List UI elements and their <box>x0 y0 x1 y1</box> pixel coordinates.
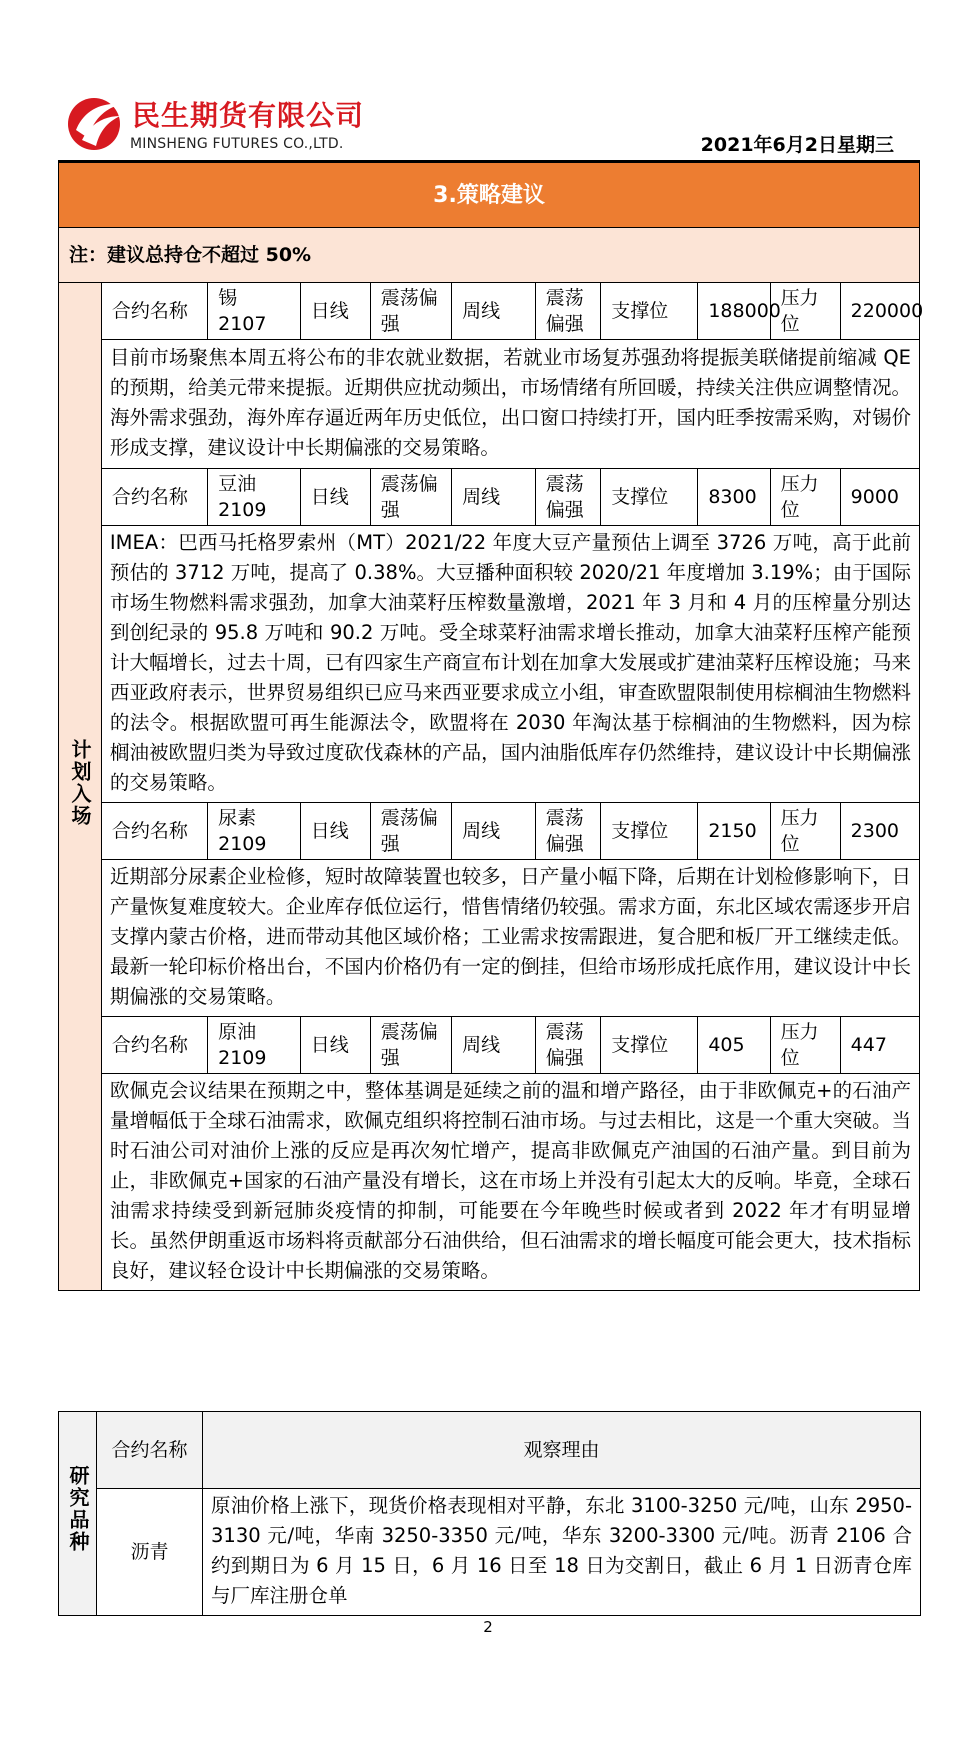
support-label: 支撑位 <box>601 803 698 860</box>
contract-row <box>59 469 920 526</box>
position-note: 注：建议总持仓不超过 50% <box>59 228 920 283</box>
contract-name: 原油 2109 <box>208 1017 301 1074</box>
research-reason: 原油价格上涨下，现货价格表现相对平静，东北 3100-3250 元/吨，山东 2950-3130 元/吨，华南 3250-3350 元/吨，华东 3200-3300 元/吨。沥青 2106 合约到期日为 6 月 15 日，6 月 16 日至 18 日为交割日，截止 6 月 1 日沥青仓库与厂库注册仓单 <box>203 1489 921 1616</box>
support-label: 支撑位 <box>601 469 698 526</box>
daily-trend: 震荡偏强 <box>370 469 451 526</box>
pressure-label: 压力位 <box>770 803 840 860</box>
support-label: 支撑位 <box>601 1017 698 1074</box>
weekly-trend: 震荡偏强 <box>535 469 601 526</box>
company-name-en: MINSHENG FUTURES CO.,LTD. <box>130 136 344 152</box>
weekly-label: 周线 <box>452 469 536 526</box>
contract-label: 合约名称 <box>101 1017 207 1074</box>
company-logo <box>66 90 366 160</box>
company-name-cn: 民生期货有限公司 <box>132 99 365 132</box>
daily-label: 日线 <box>300 283 370 340</box>
contract-row <box>59 1017 920 1074</box>
contract-label: 合约名称 <box>101 283 207 340</box>
support-value: 405 <box>698 1017 770 1074</box>
section-title: 3.策略建议 <box>59 163 920 228</box>
contract-label: 合约名称 <box>101 469 207 526</box>
support-value: 2150 <box>698 803 770 860</box>
pressure-label: 压力位 <box>770 1017 840 1074</box>
research-table <box>58 1411 921 1616</box>
pressure-value: 9000 <box>840 469 919 526</box>
contract-label: 合约名称 <box>101 803 207 860</box>
weekly-label: 周线 <box>452 283 536 340</box>
contract-analysis: 欧佩克会议结果在预期之中，整体基调是延续之前的温和增产路径，由于非欧佩克+的石油产量增幅低于全球石油需求，欧佩克组织将控制石油市场。与过去相比，这是一个重大突破。当时石油公司对油价上涨的反应是再次匆忙增产，提高非欧佩克产油国的石油产量。到目前为止，非欧佩克+国家的石油产量没有增长，这在市场上并没有引起太大的反响。毕竟，全球石油需求持续受到新冠肺炎疫情的抑制，可能要在今年晚些时候或者到 2022 年才有明显增长。虽然伊朗重返市场料将贡献部分石油供给，但石油需求的增长幅度可能会更大，技术指标良好，建议轻仓设计中长期偏涨的交易策略。 <box>101 1074 919 1291</box>
weekly-label: 周线 <box>452 803 536 860</box>
contract-name: 豆油 2109 <box>208 469 301 526</box>
research-side-label: 研究品种 <box>59 1412 97 1616</box>
contract-name: 锡 2107 <box>208 283 301 340</box>
research-col-reason: 观察理由 <box>203 1412 921 1489</box>
support-label: 支撑位 <box>601 283 698 340</box>
daily-trend: 震荡偏强 <box>370 803 451 860</box>
support-value: 188000 <box>698 283 770 340</box>
pressure-label: 压力位 <box>770 283 840 340</box>
strategy-table <box>58 162 924 1291</box>
pressure-value: 220000 <box>840 283 919 340</box>
minsheng-logo-icon <box>66 90 126 154</box>
weekly-trend: 震荡偏强 <box>535 1017 601 1074</box>
research-contract-name: 沥青 <box>97 1489 203 1616</box>
page-number: 2 <box>483 1618 493 1636</box>
report-date: 2021年6月2日星期三 <box>700 134 894 156</box>
plan-entry-side-label: 计划入场 <box>59 283 102 1291</box>
weekly-trend: 震荡偏强 <box>535 803 601 860</box>
contract-analysis: IMEA：巴西马托格罗索州（MT）2021/22 年度大豆产量预估上调至 3726 万吨，高于此前预估的 3712 万吨，提高了 0.38%。大豆播种面积较 2020/21 年度增加 3.19%；由于国际市场生物燃料需求强劲，加拿大油菜籽压榨数量激增，2021 年 3 月和 4 月的压榨量分别达到创纪录的 95.8 万吨和 90.2 万吨。受全球菜籽油需求增长推动，加拿大油菜籽压榨产能预计大幅增长，过去十周，已有四家生产商宣布计划在加拿大发展或扩建油菜籽压榨设施；马来西亚政府表示，世界贸易组织已应马来西亚要求成立小组，审查欧盟限制使用棕榈油生物燃料的法令。根据欧盟可再生能源法令，欧盟将在 2030 年淘汰基于棕榈油的生物燃料，因为棕榈油被欧盟归类为导致过度砍伐森林的产品，国内油脂低库存仍然维持，建议设计中长期偏涨的交易策略。 <box>101 526 919 803</box>
pressure-value: 447 <box>840 1017 919 1074</box>
contract-row <box>59 803 920 860</box>
support-value: 8300 <box>698 469 770 526</box>
contract-row <box>59 283 920 340</box>
research-row <box>59 1489 921 1616</box>
weekly-trend: 震荡偏强 <box>535 283 601 340</box>
page-header <box>58 84 918 164</box>
daily-label: 日线 <box>300 469 370 526</box>
pressure-value: 2300 <box>840 803 919 860</box>
daily-trend: 震荡偏强 <box>370 283 451 340</box>
contract-name: 尿素 2109 <box>208 803 301 860</box>
research-col-name: 合约名称 <box>97 1412 203 1489</box>
daily-trend: 震荡偏强 <box>370 1017 451 1074</box>
daily-label: 日线 <box>300 1017 370 1074</box>
pressure-label: 压力位 <box>770 469 840 526</box>
daily-label: 日线 <box>300 803 370 860</box>
contract-analysis: 近期部分尿素企业检修，短时故障装置也较多，日产量小幅下降，后期在计划检修影响下，日产量恢复难度较大。企业库存低位运行，惜售情绪仍较强。需求方面，东北区域农需逐步开启支撑内蒙古价格，进而带动其他区域价格；工业需求按需跟进，复合肥和板厂开工继续走低。最新一轮印标价格出台，不国内价格仍有一定的倒挂，但给市场形成托底作用，建议设计中长期偏涨的交易策略。 <box>101 860 919 1017</box>
weekly-label: 周线 <box>452 1017 536 1074</box>
contract-analysis: 目前市场聚焦本周五将公布的非农就业数据，若就业市场复苏强劲将提振美联储提前缩减 QE 的预期，给美元带来提振。近期供应扰动频出，市场情绪有所回暖，持续关注供应调整情况。海外需求强劲，海外库存逼近两年历史低位，出口窗口持续打开，国内旺季按需采购，对锡价形成支撑，建议设计中长期偏涨的交易策略。 <box>101 340 919 469</box>
